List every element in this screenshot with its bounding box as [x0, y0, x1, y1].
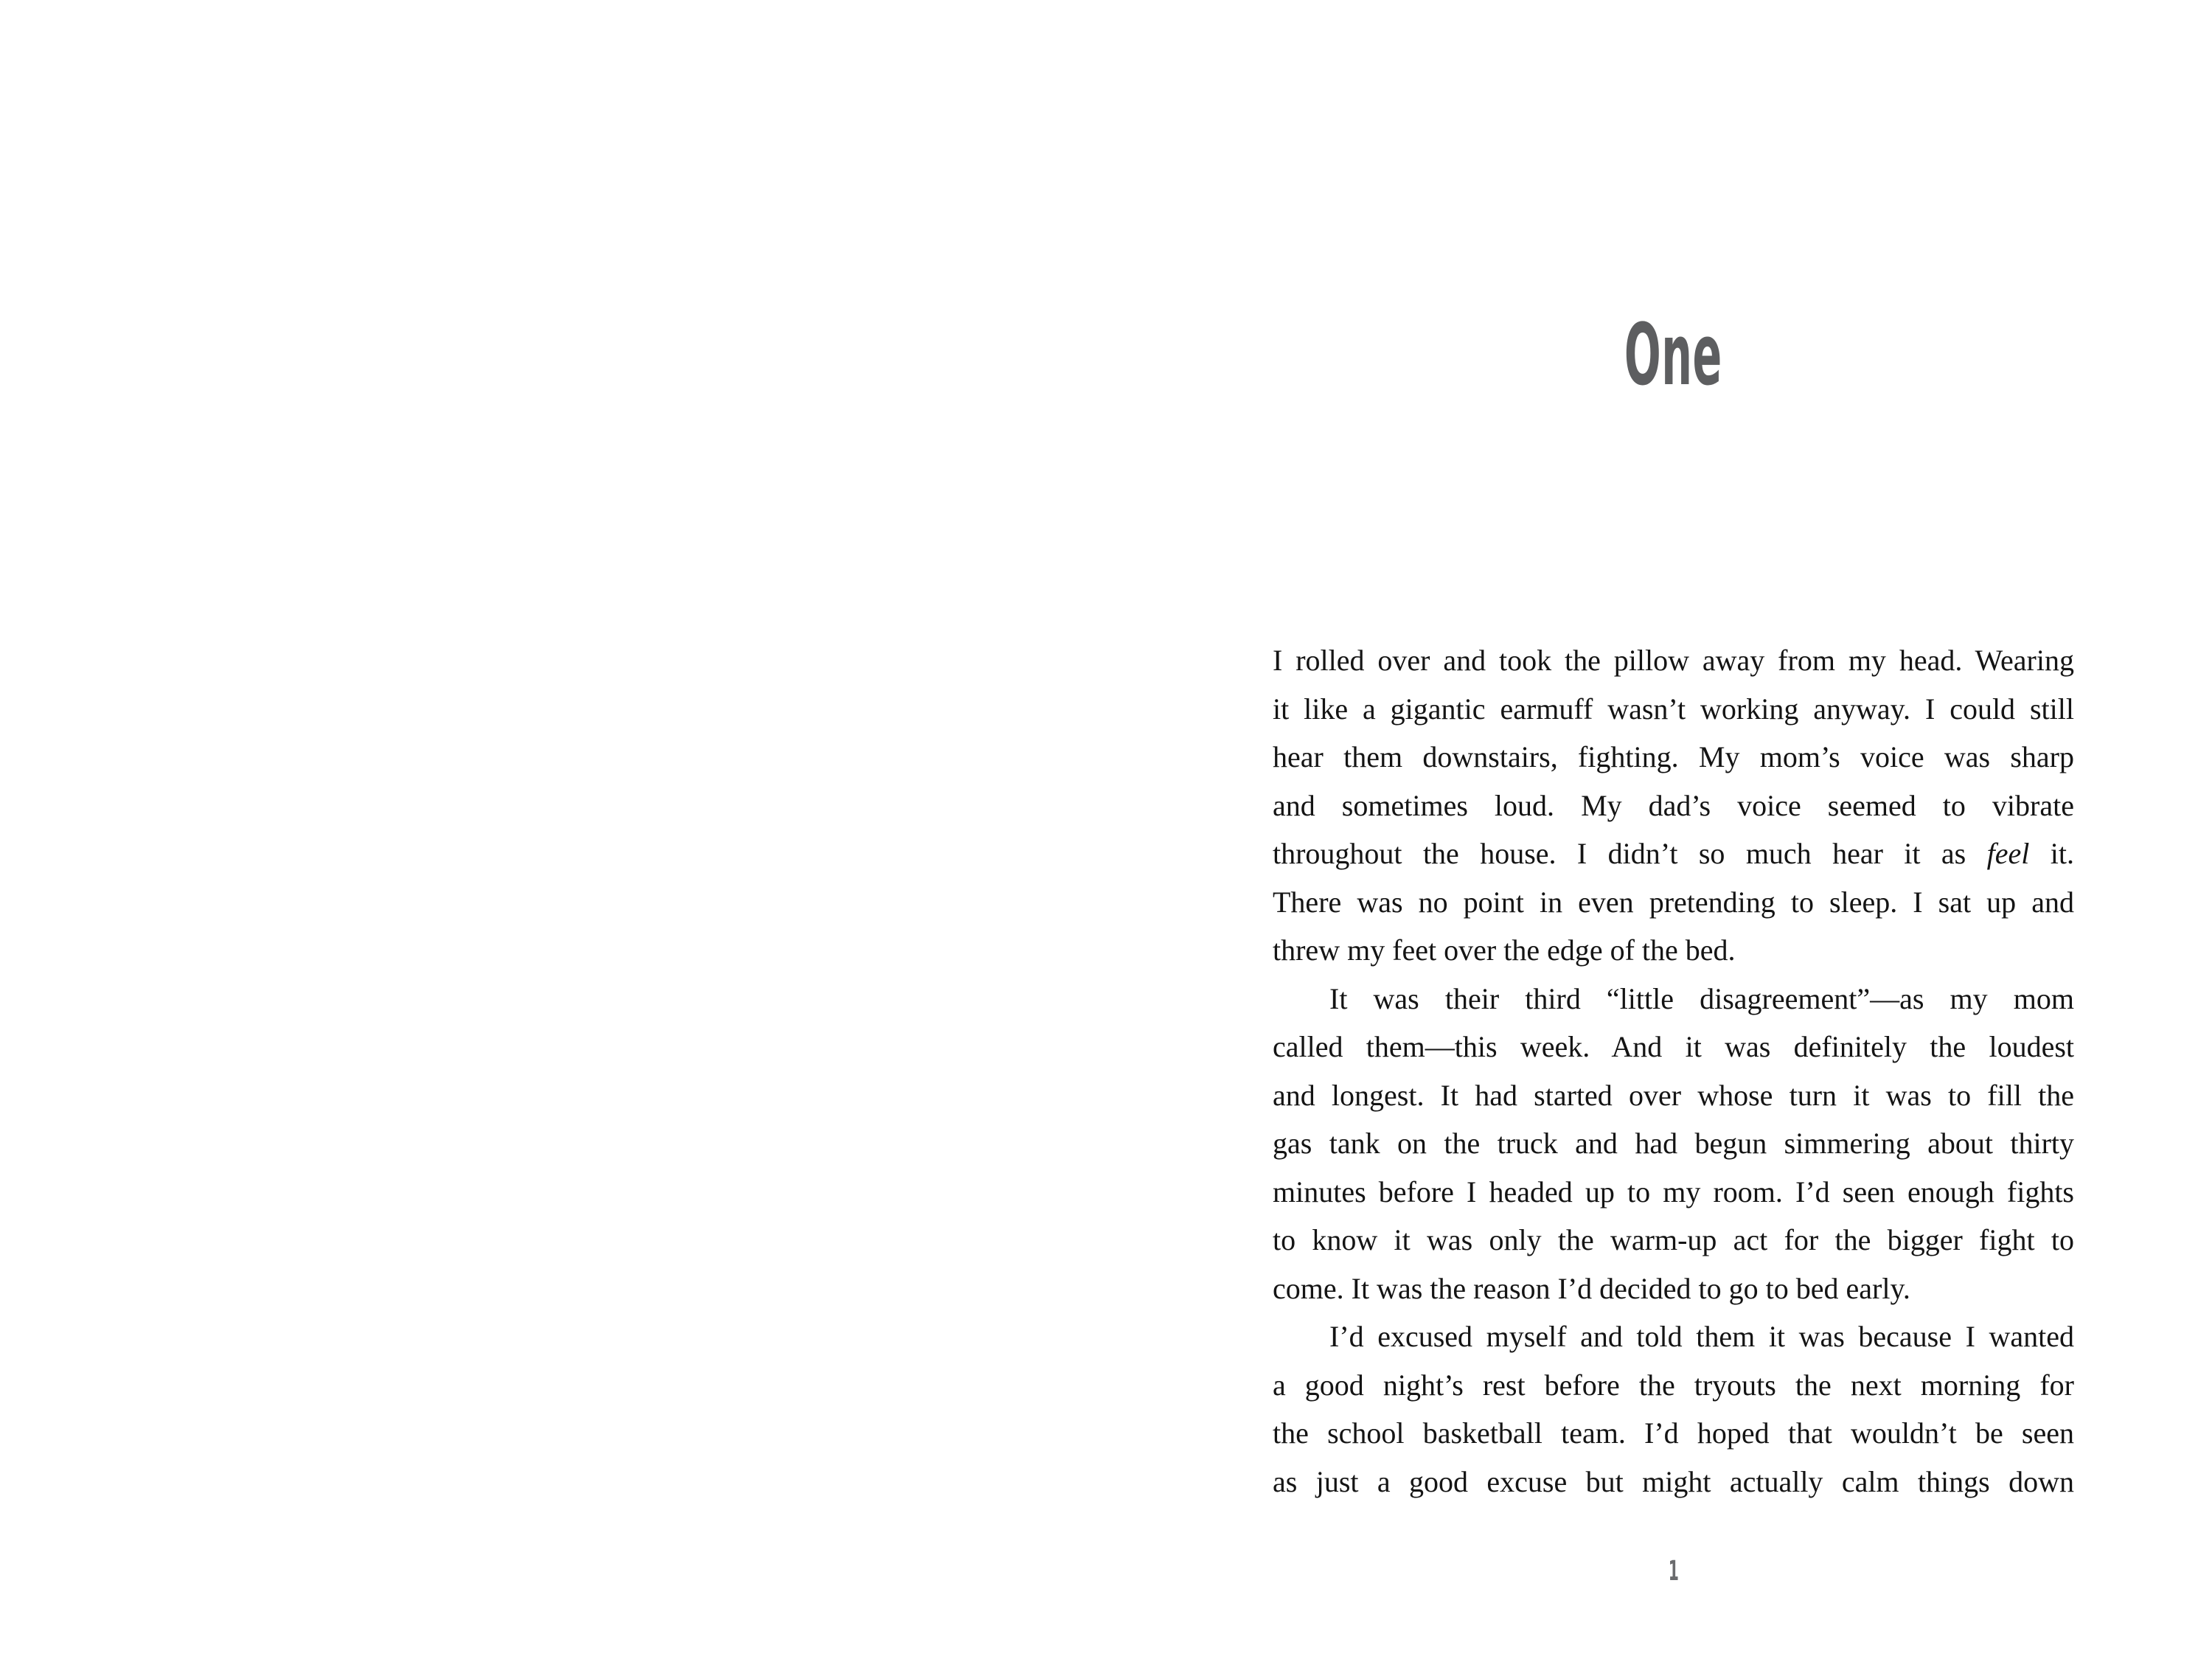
body-line: come. It was the reason I’d decided to go to bed early. [1273, 1271, 1910, 1305]
body-line: and sometimes loud. My dad’s voice seemed to vibrate [1273, 788, 2074, 822]
body-line: it like a gigantic earmuff wasn’t working anyway. I could still [1273, 692, 2074, 726]
page-number [1273, 1557, 2074, 1585]
body-line: There was no point in even pretending to sleep. I sat up and [1273, 885, 2074, 919]
body-line: It was their third “little disagreement”—as my mom [1329, 981, 2074, 1015]
chapter-title [1273, 306, 2074, 405]
body-line: hear them downstairs, fighting. My mom’s voice was sharp [1273, 740, 2074, 773]
right-page [1106, 0, 2212, 1659]
body-line: I’d excused myself and told them it was because I wanted [1329, 1320, 2074, 1353]
body-line: threw my feet over the edge of the bed. [1273, 933, 1736, 967]
body-line: as just a good excuse but might actually calm things down [1273, 1464, 2074, 1498]
body-line: minutes before I headed up to my room. I’d seen enough fights [1273, 1175, 2074, 1208]
body-line: a good night’s rest before the tryouts the next morning for [1273, 1368, 2074, 1402]
body-line: the school basketball team. I’d hoped that wouldn’t be seen [1273, 1416, 2074, 1450]
body-text [1273, 636, 2074, 1506]
body-line: and longest. It had started over whose turn it was to fill the [1273, 1078, 2074, 1112]
body-line: I rolled over and took the pillow away from my head. Wearing [1273, 644, 2074, 677]
body-line: to know it was only the warm-up act for the bigger fight to [1273, 1223, 2074, 1256]
body-line: gas tank on the truck and had begun simmering about thirty [1273, 1127, 2074, 1160]
chapter-title-text: One [1624, 306, 1722, 405]
body-line: throughout the house. I didn’t so much hear it as feel it. [1273, 837, 2074, 870]
body-line: called them—this week. And it was definitely the loudest [1273, 1030, 2074, 1063]
page-number-text: 1 [1668, 1555, 1679, 1587]
